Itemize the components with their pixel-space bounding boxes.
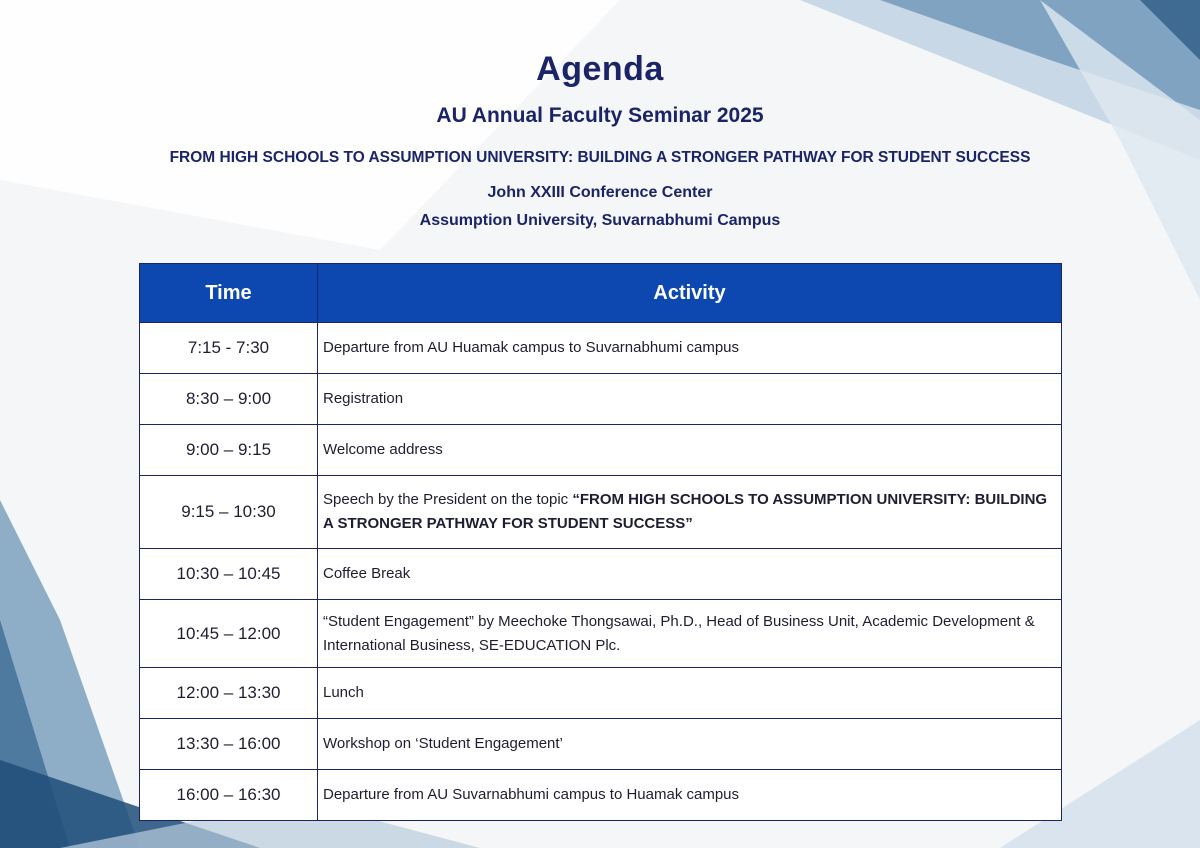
activity-text: Speech by the President on the topic [323, 491, 573, 508]
table-row [140, 668, 1062, 719]
table-header-row [140, 264, 1062, 323]
agenda-table [139, 263, 1062, 821]
row-time: 9:00 – 9:15 [140, 425, 318, 476]
table-row [140, 323, 1062, 374]
table-row [140, 549, 1062, 600]
row-time: 16:00 – 16:30 [140, 770, 318, 821]
seminar-theme: FROM HIGH SCHOOLS TO ASSUMPTION UNIVERSITY: BUILDING A STRONGER PATHWAY FOR STUDENT SUCCESS [169, 149, 1031, 166]
row-activity: Workshop on ‘Student Engagement’ [318, 719, 1062, 770]
table-row [140, 719, 1062, 770]
row-activity: Departure from AU Huamak campus to Suvarnabhumi campus [318, 323, 1062, 374]
table-row [140, 374, 1062, 425]
table-row [140, 476, 1062, 549]
row-activity: Departure from AU Suvarnabhumi campus to Huamak campus [318, 770, 1062, 821]
row-time: 10:30 – 10:45 [140, 549, 318, 600]
column-header-time: Time [140, 264, 318, 323]
row-time: 13:30 – 16:00 [140, 719, 318, 770]
table-row [140, 600, 1062, 668]
table-row [140, 425, 1062, 476]
seminar-name: AU Annual Faculty Seminar 2025 [436, 104, 764, 127]
row-activity: Registration [318, 374, 1062, 425]
column-header-activity: Activity [318, 264, 1062, 323]
row-activity: Lunch [318, 668, 1062, 719]
row-activity: “Student Engagement” by Meechoke Thongsawai, Ph.D., Head of Business Unit, Academic Development & International Business, SE-EDUCATION Plc. [318, 600, 1062, 668]
row-activity: Coffee Break [318, 549, 1062, 600]
row-time: 12:00 – 13:30 [140, 668, 318, 719]
row-time: 8:30 – 9:00 [140, 374, 318, 425]
table-row [140, 770, 1062, 821]
row-time: 10:45 – 12:00 [140, 600, 318, 668]
row-time: 9:15 – 10:30 [140, 476, 318, 549]
speech-topic: “FROM HIGH SCHOOLS TO ASSUMPTION UNIVERSITY: BUILDING A STRONGER PATHWAY FOR STUDENT SUCCESS” [323, 491, 1048, 532]
row-activity [318, 476, 1062, 549]
row-activity: Welcome address [318, 425, 1062, 476]
venue-location: Assumption University, Suvarnabhumi Campus [419, 212, 781, 229]
row-time: 7:15 - 7:30 [140, 323, 318, 374]
page-title: Agenda [536, 50, 664, 88]
venue-name: John XXIII Conference Center [487, 184, 713, 201]
